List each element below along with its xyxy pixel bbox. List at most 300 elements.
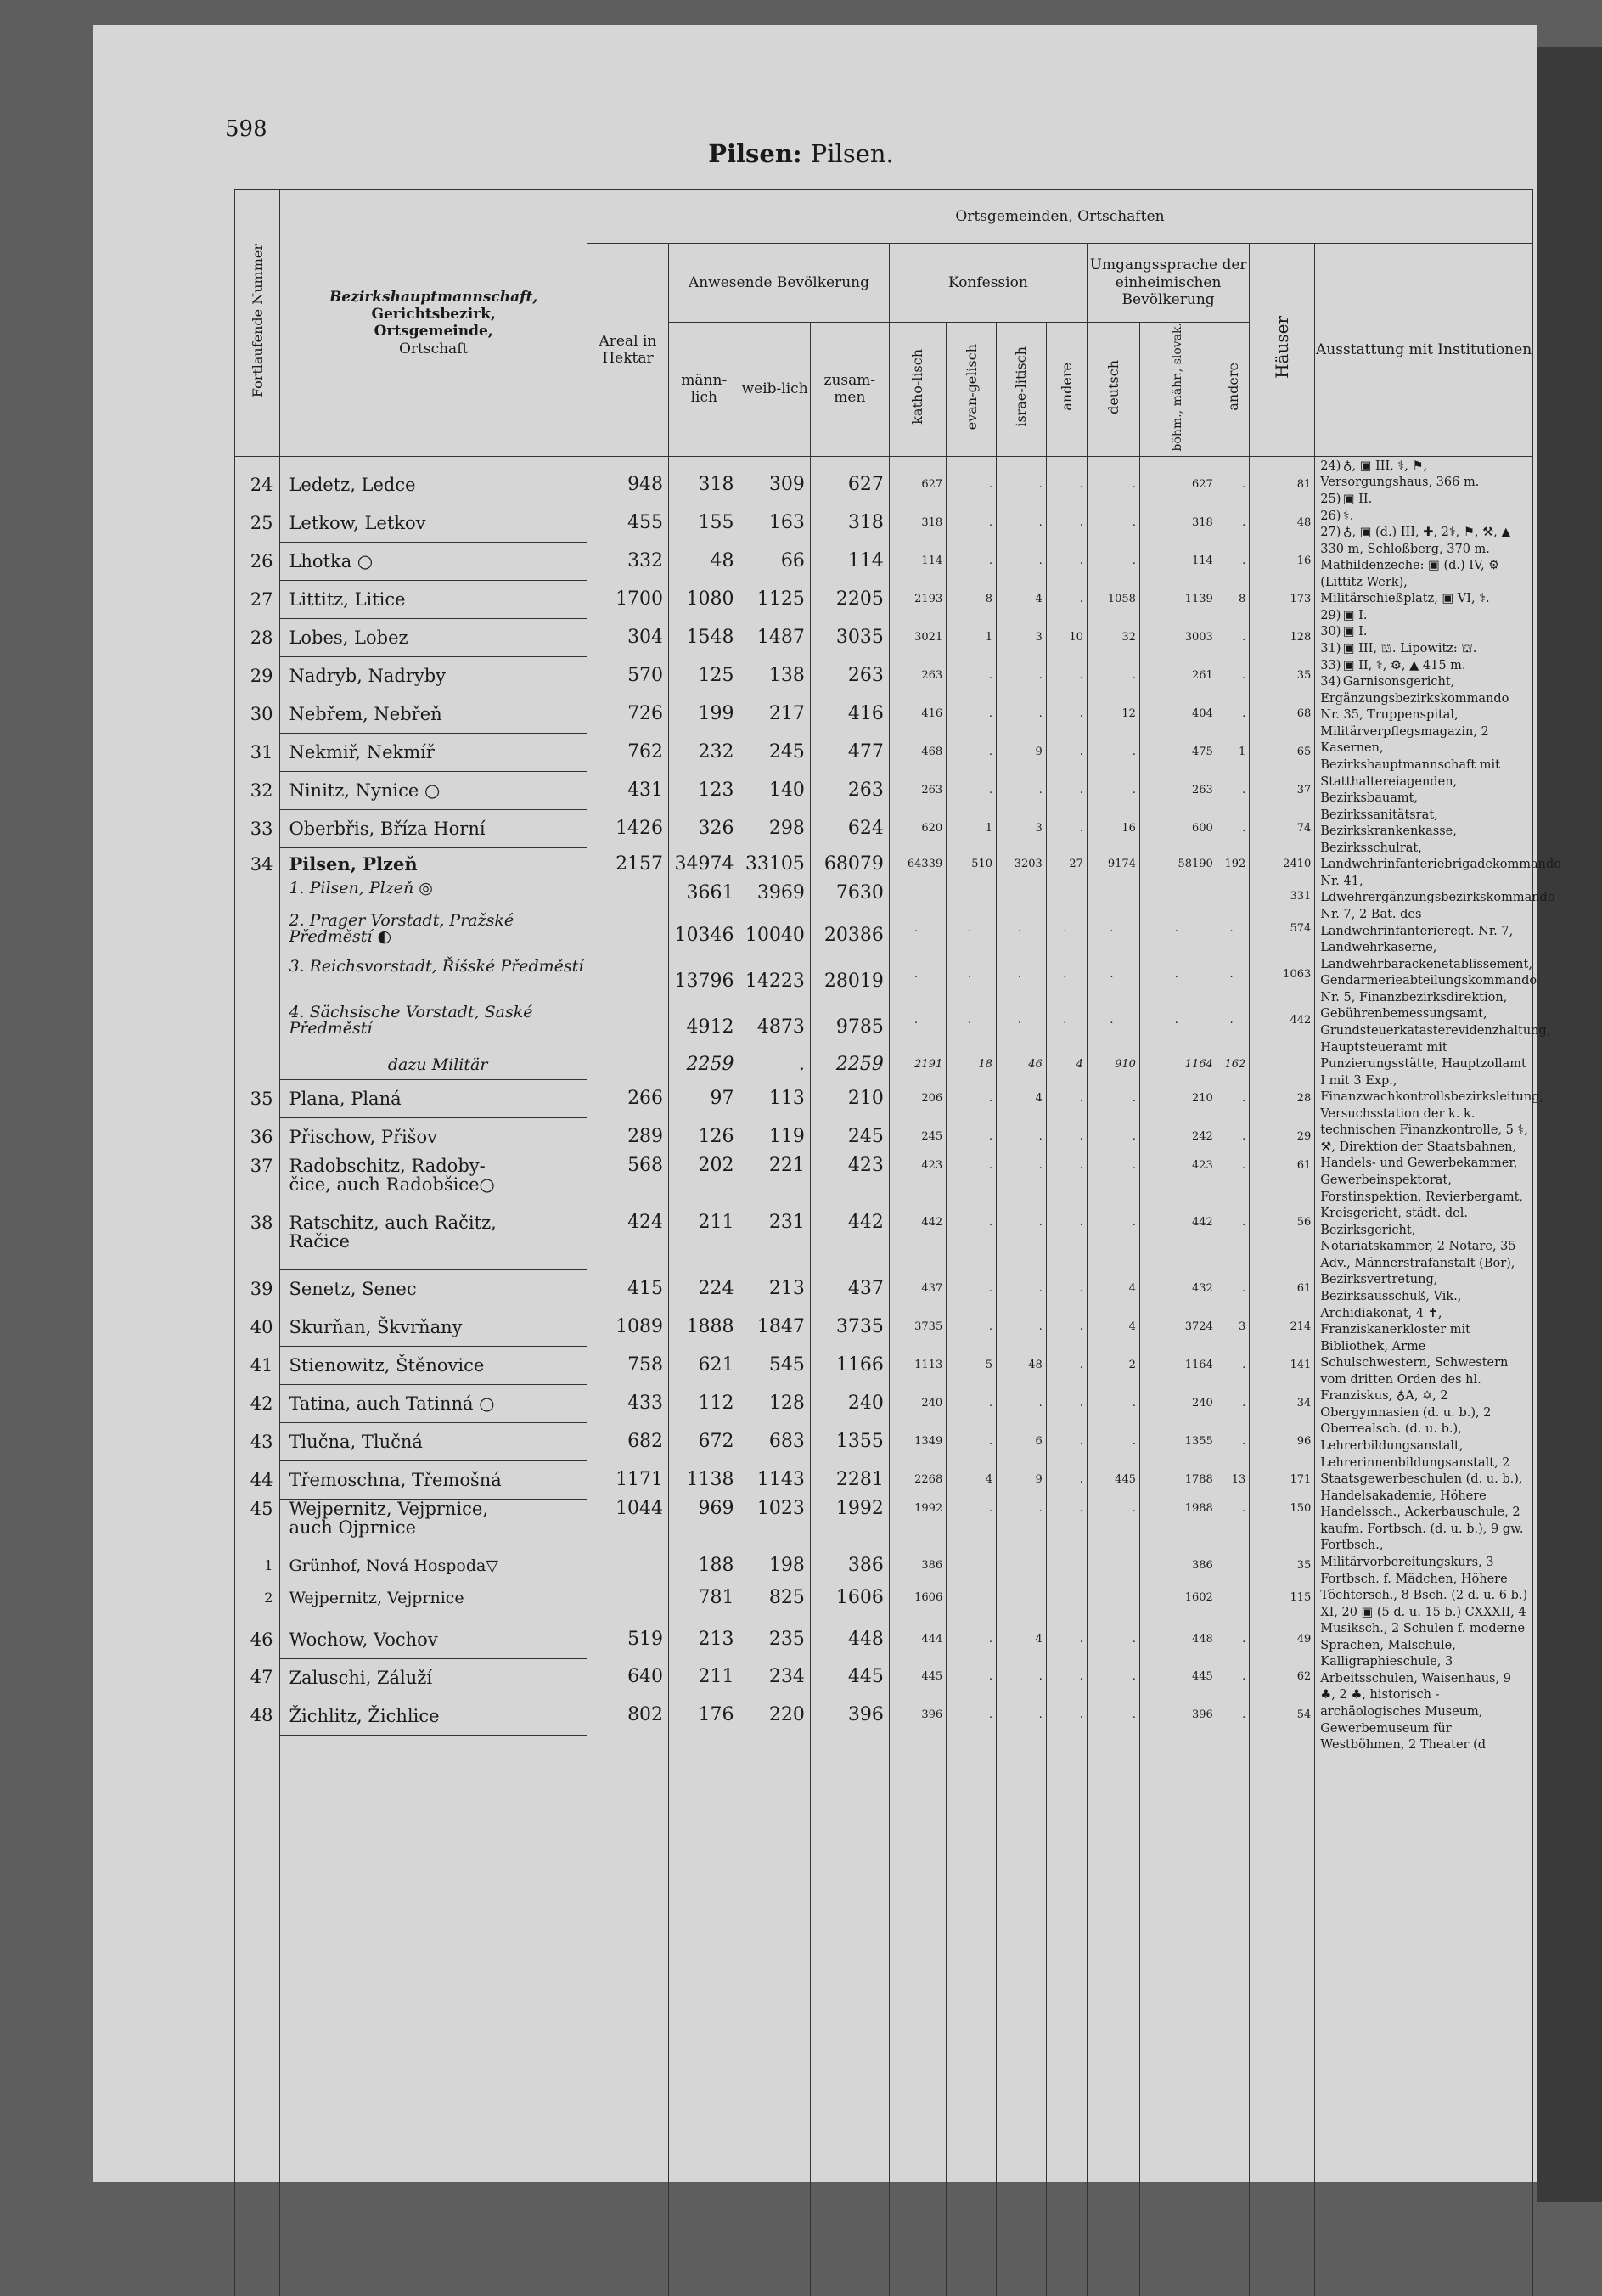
haeuser-value: 128 xyxy=(1250,619,1315,657)
deutsch-value xyxy=(1087,1589,1139,1621)
evangelisch-value: . xyxy=(947,1423,997,1461)
row-number: 2 xyxy=(235,1589,280,1621)
boehm-value: 1139 xyxy=(1139,581,1217,619)
note-number: 25) xyxy=(1320,492,1341,506)
col-umgangssprache: Umgangssprache der einheimischen Bevölkerung xyxy=(1087,244,1249,323)
evangelisch-value: . xyxy=(947,543,997,581)
ortschaft-name: Senetz, Senec xyxy=(280,1270,587,1308)
areal-value: 304 xyxy=(587,619,668,657)
andere-sprache-value: . xyxy=(1217,1697,1249,1735)
maennlich-value: 211 xyxy=(669,1213,739,1270)
andere-konf-value: . xyxy=(1046,810,1087,848)
haeuser-value: 35 xyxy=(1250,1556,1315,1589)
evangelisch-value: . xyxy=(947,734,997,772)
row-number xyxy=(235,959,280,1004)
empty-cell xyxy=(810,1735,889,2296)
deutsch-value: 16 xyxy=(1087,810,1139,848)
zusammen-value: 437 xyxy=(810,1270,889,1308)
israelitisch-value: . xyxy=(997,1658,1047,1697)
ortschaft-name: Wejpernitz, Vejprnice, auch Ojprnice xyxy=(280,1500,587,1556)
ausstattung-note xyxy=(1320,624,1529,641)
katholisch-value: 3735 xyxy=(889,1308,946,1347)
row-number: 35 xyxy=(235,1080,280,1118)
ortschaft-name: Grünhof, Nová Hospoda▽ xyxy=(280,1556,587,1589)
boehm-value: 3003 xyxy=(1139,619,1217,657)
andere-sprache-value: . xyxy=(1217,1423,1249,1461)
israelitisch-value: . xyxy=(997,1308,1047,1347)
weiblich-value: 66 xyxy=(739,543,810,581)
katholisch-value: 468 xyxy=(889,734,946,772)
zusammen-value: 9785 xyxy=(810,1004,889,1050)
areal-value: 1044 xyxy=(587,1500,668,1556)
weiblich-value: 309 xyxy=(739,466,810,504)
maennlich-value: 4912 xyxy=(669,1004,739,1050)
zusammen-value: 263 xyxy=(810,657,889,695)
empty-cell xyxy=(280,1735,587,2296)
boehm-value: 1788 xyxy=(1139,1461,1217,1500)
andere-sprache-value: . xyxy=(1217,1500,1249,1556)
maennlich-value: 1138 xyxy=(669,1461,739,1500)
katholisch-value: 445 xyxy=(889,1658,946,1697)
haeuser-value xyxy=(1250,1050,1315,1080)
maennlich-value: 155 xyxy=(669,504,739,543)
andere-konf-value: . xyxy=(1046,695,1087,734)
boehm-value: 261 xyxy=(1139,657,1217,695)
deutsch-value: . xyxy=(1087,1658,1139,1697)
haeuser-value: 61 xyxy=(1250,1156,1315,1213)
row-number xyxy=(235,881,280,913)
boehm-value: 432 xyxy=(1139,1270,1217,1308)
zusammen-value: 263 xyxy=(810,772,889,810)
israelitisch-value: 3 xyxy=(997,619,1047,657)
ortschaft-name: Zaluschi, Záluží xyxy=(280,1658,587,1697)
row-number: 48 xyxy=(235,1697,280,1735)
boehm-value: 386 xyxy=(1139,1556,1217,1589)
areal-value: 726 xyxy=(587,695,668,734)
andere-konf-value: . xyxy=(1046,913,1087,959)
maennlich-value: 202 xyxy=(669,1156,739,1213)
areal-value xyxy=(587,913,668,959)
israelitisch-value: . xyxy=(997,695,1047,734)
zusammen-value: 1606 xyxy=(810,1589,889,1621)
haeuser-value: 34 xyxy=(1250,1385,1315,1423)
evangelisch-value: . xyxy=(947,1156,997,1213)
weiblich-value: 825 xyxy=(739,1589,810,1621)
col-konfession: Konfession xyxy=(889,244,1087,323)
andere-sprache-value xyxy=(1217,1556,1249,1589)
ortschaft-name: Přischow, Přišov xyxy=(280,1118,587,1156)
page-title-plain: Pilsen. xyxy=(810,139,894,168)
andere-sprache-value xyxy=(1217,1589,1249,1621)
zusammen-value: 445 xyxy=(810,1658,889,1697)
evangelisch-value: . xyxy=(947,1213,997,1270)
maennlich-value: 48 xyxy=(669,543,739,581)
areal-value: 266 xyxy=(587,1080,668,1118)
andere-sprache-value: . xyxy=(1217,619,1249,657)
deutsch-value: . xyxy=(1087,1385,1139,1423)
andere-sprache-value: . xyxy=(1217,1156,1249,1213)
weiblich-value: 221 xyxy=(739,1156,810,1213)
weiblich-value: 128 xyxy=(739,1385,810,1423)
israelitisch-value: . xyxy=(997,657,1047,695)
maennlich-value: 1548 xyxy=(669,619,739,657)
haeuser-value: 2410 xyxy=(1250,848,1315,881)
haeuser-value: 115 xyxy=(1250,1589,1315,1621)
israelitisch-value: . xyxy=(997,1118,1047,1156)
israelitisch-value: . xyxy=(997,1213,1047,1270)
boehm-value xyxy=(1139,881,1217,913)
israelitisch-value xyxy=(997,1556,1047,1589)
israelitisch-value: 4 xyxy=(997,581,1047,619)
andere-konf-value: 27 xyxy=(1046,848,1087,881)
andere-sprache-value: . xyxy=(1217,695,1249,734)
note-number: 30) xyxy=(1320,625,1341,639)
katholisch-value: 1992 xyxy=(889,1500,946,1556)
evangelisch-value: . xyxy=(947,959,997,1004)
katholisch-value xyxy=(889,881,946,913)
ausstattung-note xyxy=(1320,509,1529,526)
maennlich-value: 781 xyxy=(669,1589,739,1621)
weiblich-value: 217 xyxy=(739,695,810,734)
haeuser-value: 68 xyxy=(1250,695,1315,734)
ortschaft-name: Nekmiř, Nekmíř xyxy=(280,734,587,772)
haeuser-value: 49 xyxy=(1250,1621,1315,1659)
ausstattung-note xyxy=(1320,674,1561,1754)
col-nr: Fortlaufende Nummer xyxy=(235,190,280,457)
ortschaft-name: Ratschitz, auch Račitz, Račice xyxy=(280,1213,587,1270)
israelitisch-value: . xyxy=(997,543,1047,581)
katholisch-value: 263 xyxy=(889,657,946,695)
ausstattung-note xyxy=(1320,525,1529,608)
boehm-value: 114 xyxy=(1139,543,1217,581)
col-areal: Areal in Hektar xyxy=(587,244,668,457)
weiblich-value: 245 xyxy=(739,734,810,772)
weiblich-value: 235 xyxy=(739,1621,810,1659)
katholisch-value: 416 xyxy=(889,695,946,734)
israelitisch-value: . xyxy=(997,959,1047,1004)
andere-konf-value: . xyxy=(1046,1658,1087,1697)
israelitisch-value: . xyxy=(997,1385,1047,1423)
row-number: 25 xyxy=(235,504,280,543)
israelitisch-value: . xyxy=(997,1500,1047,1556)
weiblich-value: 1125 xyxy=(739,581,810,619)
boehm-value: 240 xyxy=(1139,1385,1217,1423)
andere-sprache-value: 13 xyxy=(1217,1461,1249,1500)
areal-value: 682 xyxy=(587,1423,668,1461)
note-text: Garnisonsgericht, Ergänzungsbezirkskommando Nr. 35, Truppenspital, Militärverpflegsmagazin, 2 Kasernen, Bezirkshauptmannschaft mit Statthaltereiagenden, Bezirksbauamt, Bezirkssanitätsrat, Bezirkskrankenkasse, Bezirksschulrat, Landwehrinfanteriebrigadekommando Nr. 41, Ldwehrergänzungsbezirkskommando Nr. 7, 2 Bat. des Landwehrinfanterieregt. Nr. 7, Landwehrkaserne, Landwehrbarackenetablissement, Gendarmerieabteilungskommando Nr. 5, Finanzbezirksdirektion, Gebührenbemessungsamt, Grundsteuerkatasterevidenzhaltung, Hauptsteueramt mit Punzierungsstätte, Hauptzollamt I mit 3 Exp., Finanzwachkontrollsbezirksleitung, Versuchsstation der k. k. technischen Finanzkontrolle, 5 ⚕, ⚒, Direktion der Staatsbahnen, Handels- und Gewerbekammer, Gewerbeinspektorat, Forstinspektion, Revierbergamt, Kreisgericht, städt. del. Bezirksgericht, Notariatskammer, 2 Notare, 35 Adv., Männerstrafanstalt (Bor), Bezirksvertretung, Bezirksausschuß, Vik., Archidiakonat, 4 ✝, Franziskanerkloster mit Bibliothek, Arme Schulschwestern, Schwestern vom dritten Orden des hl. Franziskus, ♁A, ✡, 2 Obergymnasien (d. u. b.), 2 Oberrealsch. (d. u. b.), Lehrerbildungsanstalt, Lehrerinnenbildungsanstalt, 2 Staatsgewerbeschulen (d. u. b.), Handelsakademie, Höhere Handelssch., Ackerbauschule, 2 kaufm. Fortbsch. (d. u. b.), 9 gw. Fortbsch., Militärvorbereitungskurs, 3 Fortbsch. f. Mädchen, Höhere Töchtersch., 8 Bsch. (2 d. u. 6 b.) XI, 20 ▣ (5 d. u. 15 b.) CXXXII, 4 Musiksch., 2 Schulen f. moderne Sprachen, Malschule, Kalligraphieschule, 3 Arbeitsschulen, Waisenhaus, 9 ♣, 2 ♣, historisch - archäologisches Museum, Gewerbemuseum für Westböhmen, 2 Theater (d xyxy=(1320,675,1561,1753)
ausstattung-note xyxy=(1320,608,1529,625)
ortschaft-name: Ninitz, Nynice ○ xyxy=(280,772,587,810)
areal-value: 1089 xyxy=(587,1308,668,1347)
zusammen-value: 20386 xyxy=(810,913,889,959)
andere-konf-value xyxy=(1046,881,1087,913)
areal-value xyxy=(587,1050,668,1080)
areal-value: 519 xyxy=(587,1621,668,1659)
haeuser-value: 173 xyxy=(1250,581,1315,619)
andere-konf-value: . xyxy=(1046,772,1087,810)
deutsch-value: . xyxy=(1087,1621,1139,1659)
page-title xyxy=(0,139,1602,168)
andere-sprache-value: . xyxy=(1217,1621,1249,1659)
weiblich-value: 1143 xyxy=(739,1461,810,1500)
israelitisch-value: 4 xyxy=(997,1080,1047,1118)
ortschaft-name: Wejpernitz, Vejprnice xyxy=(280,1589,587,1621)
row-number: 37 xyxy=(235,1156,280,1213)
deutsch-value: . xyxy=(1087,734,1139,772)
katholisch-value: 2193 xyxy=(889,581,946,619)
katholisch-value: 386 xyxy=(889,1556,946,1589)
boehm-value: 3724 xyxy=(1139,1308,1217,1347)
haeuser-value: 141 xyxy=(1250,1347,1315,1385)
maennlich-value: 2259 xyxy=(669,1050,739,1080)
note-number: 29) xyxy=(1320,608,1341,622)
deutsch-value: 12 xyxy=(1087,695,1139,734)
boehm-value: 242 xyxy=(1139,1118,1217,1156)
zusammen-value: 318 xyxy=(810,504,889,543)
andere-sprache-value: 1 xyxy=(1217,734,1249,772)
row-number: 33 xyxy=(235,810,280,848)
areal-value xyxy=(587,959,668,1004)
weiblich-value: 163 xyxy=(739,504,810,543)
haeuser-value: 1063 xyxy=(1250,959,1315,1004)
haeuser-value: 28 xyxy=(1250,1080,1315,1118)
israelitisch-value: 6 xyxy=(997,1423,1047,1461)
note-number: 33) xyxy=(1320,658,1341,672)
boehm-value: 442 xyxy=(1139,1213,1217,1270)
row-number xyxy=(235,913,280,959)
katholisch-value: 263 xyxy=(889,772,946,810)
empty-cell xyxy=(587,1735,668,2296)
deutsch-value: . xyxy=(1087,466,1139,504)
col-boehm: böhm., mähr., slovak. xyxy=(1139,323,1217,457)
ortschaft-name: Tlučna, Tlučná xyxy=(280,1423,587,1461)
ortschaft-name: Littitz, Litice xyxy=(280,581,587,619)
weiblich-value: 138 xyxy=(739,657,810,695)
areal-value: 424 xyxy=(587,1213,668,1270)
note-text: ♁, ▣ III, ⚕, ⚑, Versorgungshaus, 366 m. xyxy=(1320,459,1480,490)
israelitisch-value: 48 xyxy=(997,1347,1047,1385)
row-number: 40 xyxy=(235,1308,280,1347)
maennlich-value: 34974 xyxy=(669,848,739,881)
weiblich-value: 1847 xyxy=(739,1308,810,1347)
maennlich-value: 188 xyxy=(669,1556,739,1589)
israelitisch-value: . xyxy=(997,1156,1047,1213)
row-number: 30 xyxy=(235,695,280,734)
weiblich-value: 545 xyxy=(739,1347,810,1385)
deutsch-value: 32 xyxy=(1087,619,1139,657)
evangelisch-value: . xyxy=(947,695,997,734)
deutsch-value: . xyxy=(1087,1156,1139,1213)
weiblich-value: 119 xyxy=(739,1118,810,1156)
andere-sprache-value: 162 xyxy=(1217,1050,1249,1080)
boehm-value: 318 xyxy=(1139,504,1217,543)
areal-value: 568 xyxy=(587,1156,668,1213)
zusammen-value: 442 xyxy=(810,1213,889,1270)
row-number: 32 xyxy=(235,772,280,810)
note-number: 24) xyxy=(1320,459,1341,473)
row-number: 36 xyxy=(235,1118,280,1156)
row-number: 45 xyxy=(235,1500,280,1556)
evangelisch-value: . xyxy=(947,1118,997,1156)
statistics-table xyxy=(234,189,1561,2296)
note-text: ♁, ▣ (d.) III, ✚, 2⚕, ⚑, ⚒, ▲ 330 m, Schloßberg, 370 m. Mathildenzeche: ▣ (d.) IV, ⚙ (Littitz Werk), Militärschießplatz, ▣ VI, ⚕. xyxy=(1320,526,1511,606)
zusammen-value: 396 xyxy=(810,1697,889,1735)
boehm-value: 1164 xyxy=(1139,1347,1217,1385)
katholisch-value: . xyxy=(889,1004,946,1050)
areal-value: 948 xyxy=(587,466,668,504)
empty-cell xyxy=(1087,1735,1139,2296)
weiblich-value: 140 xyxy=(739,772,810,810)
deutsch-value: 9174 xyxy=(1087,848,1139,881)
maennlich-value: 232 xyxy=(669,734,739,772)
evangelisch-value: . xyxy=(947,657,997,695)
empty-cell xyxy=(235,1735,280,2296)
areal-value: 1700 xyxy=(587,581,668,619)
areal-value: 433 xyxy=(587,1385,668,1423)
zusammen-value: 1166 xyxy=(810,1347,889,1385)
andere-sprache-value: . xyxy=(1217,913,1249,959)
evangelisch-value: 8 xyxy=(947,581,997,619)
evangelisch-value: . xyxy=(947,1270,997,1308)
row-number: 46 xyxy=(235,1621,280,1659)
israelitisch-value: . xyxy=(997,772,1047,810)
haeuser-value: 574 xyxy=(1250,913,1315,959)
row-number: 38 xyxy=(235,1213,280,1270)
haeuser-value: 81 xyxy=(1250,466,1315,504)
evangelisch-value xyxy=(947,1589,997,1621)
row-number: 26 xyxy=(235,543,280,581)
ortschaft-name: Nadryb, Nadryby xyxy=(280,657,587,695)
evangelisch-value: 5 xyxy=(947,1347,997,1385)
katholisch-value: 1113 xyxy=(889,1347,946,1385)
evangelisch-value: . xyxy=(947,1308,997,1347)
ortschaft-name: Stienowitz, Štěnovice xyxy=(280,1347,587,1385)
andere-konf-value: . xyxy=(1046,543,1087,581)
katholisch-value: 627 xyxy=(889,466,946,504)
weiblich-value: 33105 xyxy=(739,848,810,881)
andere-konf-value: . xyxy=(1046,1213,1087,1270)
andere-konf-value: . xyxy=(1046,1347,1087,1385)
haeuser-value: 35 xyxy=(1250,657,1315,695)
note-number: 34) xyxy=(1320,675,1341,689)
maennlich-value: 125 xyxy=(669,657,739,695)
ortschaft-name: Ledetz, Ledce xyxy=(280,466,587,504)
andere-sprache-value: . xyxy=(1217,466,1249,504)
haeuser-value: 150 xyxy=(1250,1500,1315,1556)
israelitisch-value: 9 xyxy=(997,734,1047,772)
empty-cell xyxy=(997,1735,1047,2296)
maennlich-value: 3661 xyxy=(669,881,739,913)
note-text: ▣ I. xyxy=(1339,625,1368,639)
note-number: 31) xyxy=(1320,642,1341,656)
row-number: 27 xyxy=(235,581,280,619)
row-number: 44 xyxy=(235,1461,280,1500)
andere-sprache-value: . xyxy=(1217,1347,1249,1385)
maennlich-value: 969 xyxy=(669,1500,739,1556)
andere-konf-value: . xyxy=(1046,1697,1087,1735)
deutsch-value: . xyxy=(1087,1080,1139,1118)
zusammen-value: 245 xyxy=(810,1118,889,1156)
andere-konf-value: . xyxy=(1046,504,1087,543)
evangelisch-value: . xyxy=(947,504,997,543)
andere-sprache-value: . xyxy=(1217,1658,1249,1697)
andere-konf-value: . xyxy=(1046,1621,1087,1659)
haeuser-value: 62 xyxy=(1250,1658,1315,1697)
col-deutsch: deutsch xyxy=(1087,323,1139,457)
andere-sprache-value: . xyxy=(1217,504,1249,543)
haeuser-value: 171 xyxy=(1250,1461,1315,1500)
andere-konf-value xyxy=(1046,1589,1087,1621)
maennlich-value: 213 xyxy=(669,1621,739,1659)
zusammen-value: 28019 xyxy=(810,959,889,1004)
boehm-value: 58190 xyxy=(1139,848,1217,881)
deutsch-value: . xyxy=(1087,1500,1139,1556)
deutsch-value: . xyxy=(1087,657,1139,695)
weiblich-value: . xyxy=(739,1050,810,1080)
ausstattung-note xyxy=(1320,641,1529,658)
andere-sprache-value: . xyxy=(1217,543,1249,581)
katholisch-value: 1349 xyxy=(889,1423,946,1461)
andere-sprache-value: 3 xyxy=(1217,1308,1249,1347)
row-number: 24 xyxy=(235,466,280,504)
weiblich-value: 14223 xyxy=(739,959,810,1004)
andere-sprache-value: . xyxy=(1217,657,1249,695)
evangelisch-value: . xyxy=(947,1004,997,1050)
andere-konf-value: . xyxy=(1046,734,1087,772)
katholisch-value: 3021 xyxy=(889,619,946,657)
israelitisch-value xyxy=(997,881,1047,913)
zusammen-value: 416 xyxy=(810,695,889,734)
zusammen-value: 2205 xyxy=(810,581,889,619)
areal-value: 802 xyxy=(587,1697,668,1735)
row-number: 41 xyxy=(235,1347,280,1385)
zusammen-value: 448 xyxy=(810,1621,889,1659)
deutsch-value: . xyxy=(1087,1004,1139,1050)
deutsch-value xyxy=(1087,881,1139,913)
note-number: 27) xyxy=(1320,526,1341,540)
evangelisch-value: 1 xyxy=(947,810,997,848)
areal-value: 2157 xyxy=(587,848,668,881)
haeuser-value: 442 xyxy=(1250,1004,1315,1050)
row-number: 43 xyxy=(235,1423,280,1461)
maennlich-value: 211 xyxy=(669,1658,739,1697)
andere-sprache-value: 192 xyxy=(1217,848,1249,881)
areal-value: 640 xyxy=(587,1658,668,1697)
evangelisch-value xyxy=(947,881,997,913)
empty-cell xyxy=(1139,1735,1217,2296)
deutsch-value: 4 xyxy=(1087,1270,1139,1308)
katholisch-value: . xyxy=(889,913,946,959)
book-edge xyxy=(1537,47,1602,2202)
col-katholisch: katho-lisch xyxy=(889,323,946,457)
maennlich-value: 126 xyxy=(669,1118,739,1156)
areal-value xyxy=(587,881,668,913)
andere-konf-value: . xyxy=(1046,1156,1087,1213)
ausstattung-note xyxy=(1320,459,1529,492)
andere-konf-value: . xyxy=(1046,657,1087,695)
zusammen-value: 68079 xyxy=(810,848,889,881)
andere-konf-value: 4 xyxy=(1046,1050,1087,1080)
maennlich-value: 1080 xyxy=(669,581,739,619)
deutsch-value: 910 xyxy=(1087,1050,1139,1080)
zusammen-value: 114 xyxy=(810,543,889,581)
boehm-value: 600 xyxy=(1139,810,1217,848)
boehm-value: 1602 xyxy=(1139,1589,1217,1621)
andere-konf-value: . xyxy=(1046,1080,1087,1118)
katholisch-value: 423 xyxy=(889,1156,946,1213)
andere-sprache-value: . xyxy=(1217,1213,1249,1270)
boehm-value: 448 xyxy=(1139,1621,1217,1659)
